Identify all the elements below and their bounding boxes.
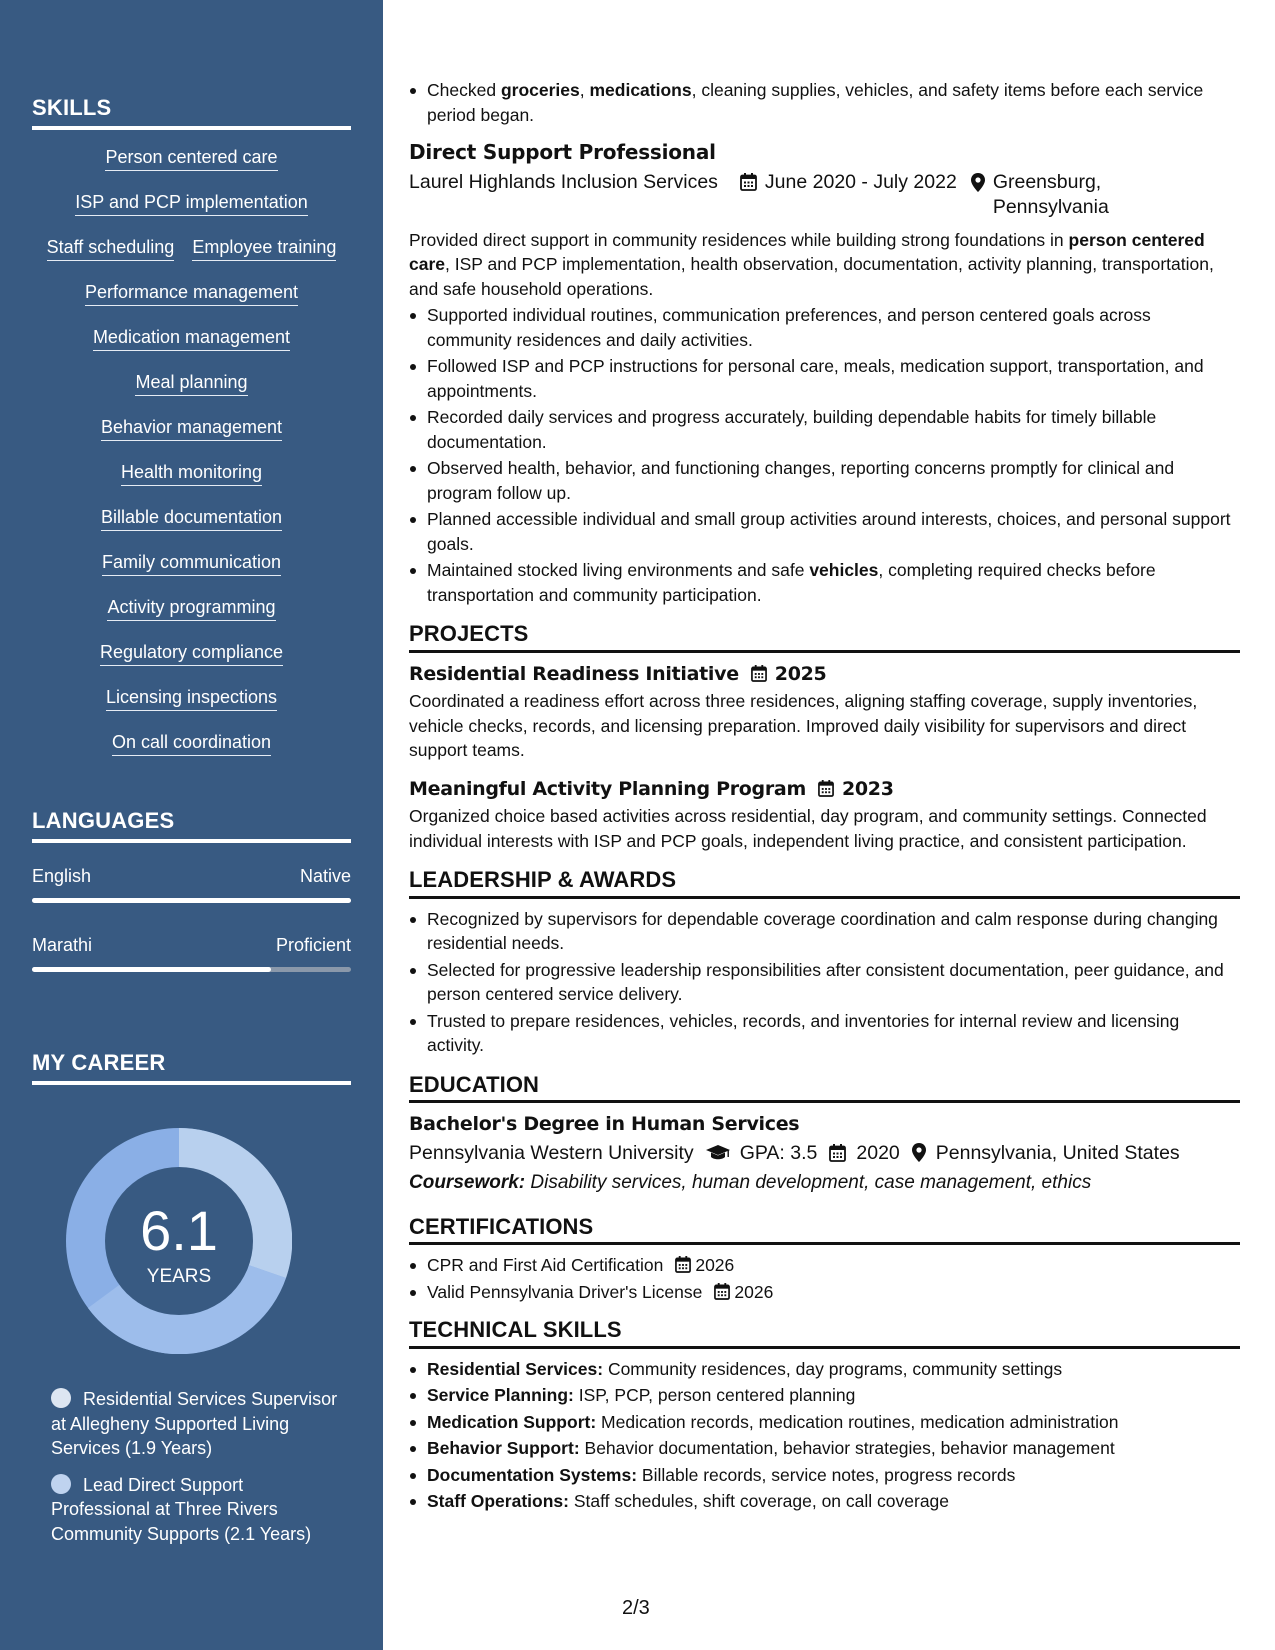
skill-tag: Meal planning (32, 369, 351, 414)
calendar-icon (751, 665, 767, 682)
project-description: Organized choice based activities across residential, day program, and community settings. Connected individual interests with ISP and PCP goals, independent living practice, and consistent participation. (409, 806, 1207, 851)
career-item: Residential Services Supervisor at Allegheny Supported Living Services (1.9 Years) (51, 1389, 338, 1458)
coursework: Coursework: Disability services, human development, case management, ethics (409, 1172, 1092, 1193)
job-location: Greensburg, Pennsylvania (992, 170, 1109, 218)
list-item: Behavior Support: Behavior documentation, behavior strategies, behavior management (409, 1436, 1240, 1461)
language-bar (32, 967, 351, 972)
list-item: Service Planning: ISP, PCP, person centered planning (409, 1383, 1240, 1408)
list-item: Planned accessible individual and small group activities around interests, choices, and personal support goals. (409, 507, 1240, 556)
school-name: Pennsylvania Western University (409, 1141, 694, 1164)
calendar-icon (829, 1144, 846, 1162)
company-name: Laurel Highlands Inclusion Services (409, 170, 718, 193)
job-bullets (409, 303, 1240, 607)
language-level: Proficient (275, 935, 351, 955)
skill-tag: Medication management (32, 324, 351, 369)
skill-tag: Staff scheduling (47, 234, 175, 279)
skill-tag: Behavior management (32, 414, 351, 459)
language-bar (32, 898, 351, 903)
project-title: Meaningful Activity Planning Program 2023 (409, 777, 894, 800)
cert-year: 2026 (734, 1281, 774, 1302)
project-title: Residential Readiness Initiative 2025 (409, 662, 827, 685)
list-item: Maintained stocked living environments and safe vehicles, completing required checks before transportation and community participation. (409, 558, 1240, 607)
career-years-label: YEARS (146, 1266, 212, 1287)
graduation-year: 2020 (856, 1141, 900, 1164)
leadership-heading: LEADERSHIP & AWARDS (409, 868, 1240, 899)
cert-year: 2026 (695, 1255, 735, 1275)
job-summary: Provided direct support in community residences while building strong foundations in person centered care, ISP and PCP implementation, health observation, documentation, activity planning, transportation, and safe household operations. (409, 229, 1214, 299)
experience-bullets-continued (409, 78, 1240, 127)
education-heading: EDUCATION (409, 1073, 1240, 1104)
career-item: Lead Direct Support Professional at Three Rivers Community Supports (2.1 Years) (51, 1474, 312, 1544)
project-year: 2025 (774, 662, 827, 685)
skill-tag: Performance management (32, 279, 351, 324)
projects-heading: PROJECTS (409, 622, 1240, 653)
school-location: Pennsylvania, United States (935, 1141, 1180, 1164)
location-pin-icon (971, 173, 985, 199)
list-item: Documentation Systems: Billable records, service notes, progress records (409, 1463, 1240, 1488)
job-meta (409, 170, 1240, 220)
list-item: CPR and First Aid Certification 2026 (409, 1253, 1240, 1278)
language-marathi (32, 935, 351, 972)
job-title: Direct Support Professional (409, 140, 716, 164)
skill-tag: Family communication (32, 549, 351, 594)
list-item: Supported individual routines, communication preferences, and person centered goals across community residences and daily activities. (409, 303, 1240, 352)
sidebar (0, 0, 383, 1650)
skills-heading: SKILLS (32, 95, 351, 130)
education-meta (409, 1141, 1240, 1166)
skill-tag: ISP and PCP implementation (32, 189, 351, 234)
skill-tag: Activity programming (32, 594, 351, 639)
career-dot-icon (51, 1474, 71, 1494)
list-item: Valid Pennsylvania Driver's License 2026 (409, 1280, 1240, 1305)
project-year: 2023 (841, 777, 894, 800)
calendar-icon (714, 1283, 730, 1300)
project-description: Coordinated a readiness effort across three residences, aligning staffing coverage, supply inventories, vehicle checks, records, and licensing preparation. Improved daily visibility for supervisors and direct support teams. (409, 691, 1198, 760)
skill-tag: Person centered care (32, 144, 351, 189)
list-item: Staff Operations: Staff schedules, shift coverage, on call coverage (409, 1489, 1240, 1514)
location-pin-icon (912, 1143, 926, 1162)
career-donut-chart (66, 1128, 292, 1354)
gpa: GPA: 3.5 (739, 1141, 818, 1164)
list-item: Residential Services: Community residences, day programs, community settings (409, 1357, 1240, 1382)
certifications-list (409, 1253, 1240, 1304)
language-bar-fill (32, 898, 351, 903)
skill-tag: On call coordination (32, 729, 351, 774)
career-total-years: 6.1 (140, 1199, 218, 1262)
skill-tag: Billable documentation (32, 504, 351, 549)
skill-tag: Licensing inspections (32, 684, 351, 729)
language-level: Native (299, 866, 351, 886)
list-item: Checked groceries, medications, cleaning supplies, vehicles, and safety items before each service period began. (409, 78, 1240, 127)
calendar-icon (818, 780, 834, 797)
skill-tag: Employee training (192, 234, 336, 279)
list-item: Medication Support: Medication records, medication routines, medication administration (409, 1410, 1240, 1435)
main-content (409, 78, 1240, 1516)
list-item: Recognized by supervisors for dependable coverage coordination and calm response during changing residential needs. (409, 907, 1240, 956)
job-dates: June 2020 - July 2022 (764, 170, 957, 193)
list-item: Selected for progressive leadership responsibilities after consistent documentation, peer guidance, and person centered service delivery. (409, 958, 1240, 1007)
certifications-heading: CERTIFICATIONS (409, 1215, 1240, 1246)
calendar-icon (740, 173, 757, 198)
career-list (51, 1387, 341, 1558)
degree-title: Bachelor's Degree in Human Services (409, 1113, 800, 1135)
language-bar-fill (32, 967, 271, 972)
graduation-cap-icon (706, 1144, 730, 1161)
list-item: Recorded daily services and progress accurately, building dependable habits for timely billable documentation. (409, 405, 1240, 454)
list-item: Observed health, behavior, and functioning changes, reporting concerns promptly for clinical and program follow up. (409, 456, 1240, 505)
technical-skills-list (409, 1357, 1240, 1514)
skill-tag: Regulatory compliance (32, 639, 351, 684)
career-dot-icon (51, 1388, 71, 1408)
list-item: Followed ISP and PCP instructions for personal care, meals, medication support, transportation, and appointments. (409, 354, 1240, 403)
technical-skills-heading: TECHNICAL SKILLS (409, 1318, 1240, 1349)
page-number: 2/3 (622, 1597, 650, 1619)
calendar-icon (675, 1256, 691, 1273)
languages-heading: LANGUAGES (32, 808, 351, 843)
language-name: Marathi (32, 935, 93, 955)
language-english (32, 866, 351, 903)
skills-list (32, 144, 351, 774)
career-heading: MY CAREER (32, 1050, 351, 1085)
leadership-list (409, 907, 1240, 1058)
list-item: Trusted to prepare residences, vehicles, records, and inventories for internal review and licensing activity. (409, 1009, 1240, 1058)
skill-tag: Health monitoring (32, 459, 351, 504)
language-name: English (32, 866, 92, 886)
